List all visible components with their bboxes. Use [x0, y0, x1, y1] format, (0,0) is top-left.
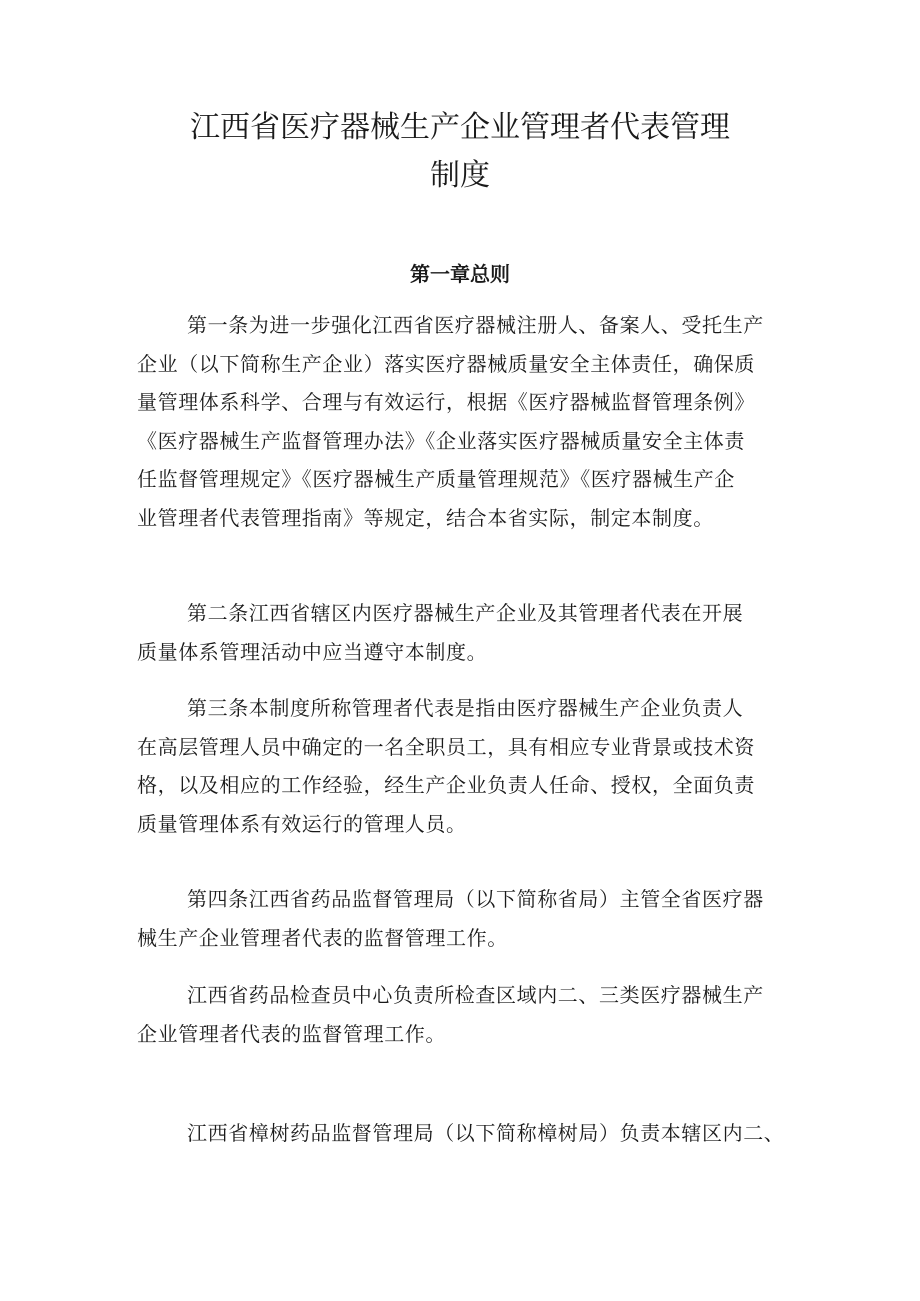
document-title	[140, 104, 780, 200]
article-3-line-3: 格，以及相应的工作经验，经生产企业负责人任命、授权，全面负责	[137, 773, 755, 797]
document-title-line-2: 制度	[430, 158, 490, 193]
article-1-paragraph	[137, 306, 787, 537]
article-4-line-2: 械生产企业管理者代表的监督管理工作。	[137, 925, 508, 950]
article-3-line-1: 第三条本制度所称管理者代表是指由医疗器械生产企业负责人	[187, 696, 744, 720]
zhangshu-bureau-line-1: 江西省樟树药品监督管理局（以下简称樟树局）负责本辖区内二、	[187, 1121, 785, 1145]
inspector-center-line-1: 江西省药品检查员中心负责所检查区域内二、三类医疗器械生产	[187, 983, 764, 1007]
article-1-line-3: 量管理体系科学、合理与有效运行，根据《医疗器械监督管理条例》	[137, 390, 755, 414]
article-2-paragraph	[137, 594, 787, 671]
article-4-line-1: 第四条江西省药品监督管理局（以下简称省局）主管全省医疗器	[187, 887, 764, 911]
article-1-line-2: 企业（以下简称生产企业）落实医疗器械质量安全主体责任，确保质	[137, 351, 755, 376]
article-1-line-4: 《医疗器械生产监督管理办法》《企业落实医疗器械质量安全主体责	[137, 428, 745, 453]
zhangshu-bureau-paragraph	[137, 1114, 787, 1153]
article-3-paragraph	[137, 689, 787, 843]
article-2-line-1: 第二条江西省辖区内医疗器械生产企业及其管理者代表在开展	[187, 601, 744, 625]
article-3-line-2: 在高层管理人员中确定的一名全职员工，具有相应专业背景或技术资	[137, 734, 755, 759]
article-2-line-2: 质量体系管理活动中应当遵守本制度。	[137, 639, 488, 664]
article-1-line-5: 任监督管理规定》《医疗器械生产质量管理规范》《医疗器械生产企	[137, 467, 735, 491]
article-1-line-1: 第一条为进一步强化江西省医疗器械注册人、备案人、受托生产	[187, 313, 764, 337]
inspector-center-paragraph	[137, 976, 787, 1053]
inspector-center-line-2: 企业管理者代表的监督管理工作。	[137, 1021, 446, 1046]
article-4-paragraph	[137, 880, 787, 957]
article-1-line-6: 业管理者代表管理指南》等规定，结合本省实际，制定本制度。	[137, 505, 714, 530]
document-title-line-1: 江西省医疗器械生产企业管理者代表管理	[190, 110, 730, 145]
article-3-line-4: 质量管理体系有效运行的管理人员。	[137, 811, 467, 836]
chapter-heading: 第一章总则	[410, 262, 510, 286]
